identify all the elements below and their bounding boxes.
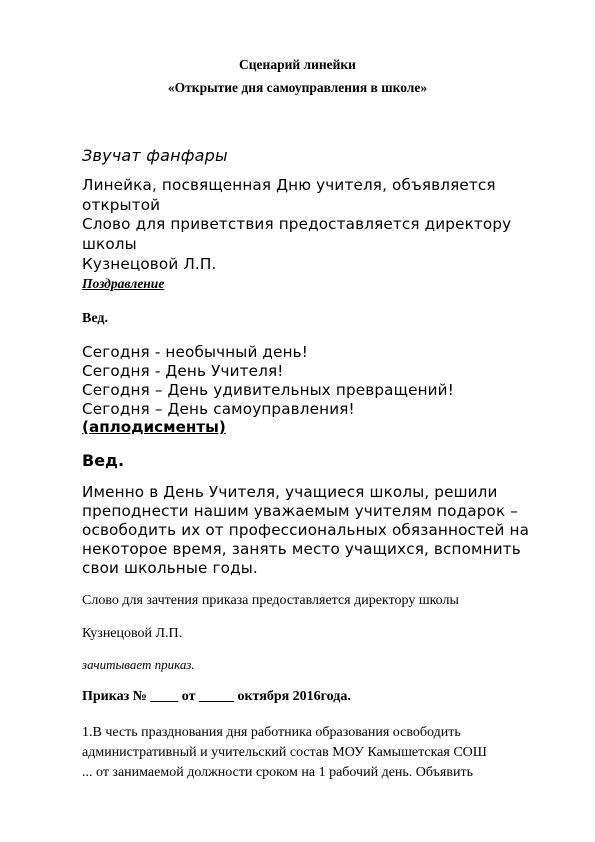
- today-line: Сегодня - День Учителя!: [82, 362, 284, 380]
- teacher-paragraph-line: свои школьные годы.: [82, 559, 258, 577]
- applause-note: (аплодисменты): [82, 418, 226, 436]
- order-intro: Слово для зачтения приказа предоставляется директору школы: [82, 593, 459, 608]
- opening-line: Кузнецовой Л.П.: [82, 255, 217, 273]
- today-line: Сегодня – День удивительных превращений!: [82, 381, 454, 399]
- opening-line: открытой: [82, 196, 161, 214]
- presenter-label: Вед.: [82, 311, 108, 326]
- congratulation-label: Поздравление: [82, 276, 165, 291]
- opening-line: Слово для приветствия предоставляется директору: [82, 215, 512, 233]
- teacher-paragraph-line: освободить их от профессиональных обязанностей на: [82, 521, 530, 539]
- today-line: Сегодня – День самоуправления!: [82, 400, 355, 418]
- fanfare-heading: Звучат фанфары: [82, 146, 228, 165]
- order-heading: Приказ № ____ от _____ октября 2016года.: [82, 689, 351, 704]
- today-line: Сегодня - необычный день!: [82, 343, 309, 361]
- teacher-paragraph-line: преподнести нашим уважаемым учителям подарок –: [82, 502, 519, 520]
- title-line-2: «Открытие дня самоуправления в школе»: [167, 80, 428, 95]
- stage-direction: зачитывает приказ.: [82, 657, 195, 672]
- title-line-1: Сценарий линейки: [239, 57, 356, 72]
- order-text-line: административный и учительский состав МОУ Камышетская СОШ: [82, 745, 487, 760]
- opening-line: Линейка, посвященная Дню учителя, объявляется: [82, 176, 496, 194]
- director-name: Кузнецовой Л.П.: [82, 626, 183, 641]
- order-text-line: 1.В честь празднования дня работника образования освободить: [82, 725, 461, 740]
- teacher-paragraph-line: некоторое время, занять место учащихся, вспомнить: [82, 540, 521, 558]
- teacher-paragraph-line: Именно в День Учителя, учащиеся школы, решили: [82, 483, 498, 501]
- order-text-line: ... от занимаемой должности сроком на 1 рабочий день. Объявить: [82, 765, 473, 780]
- presenter-label: Вед.: [82, 451, 125, 470]
- opening-line: школы: [82, 235, 137, 253]
